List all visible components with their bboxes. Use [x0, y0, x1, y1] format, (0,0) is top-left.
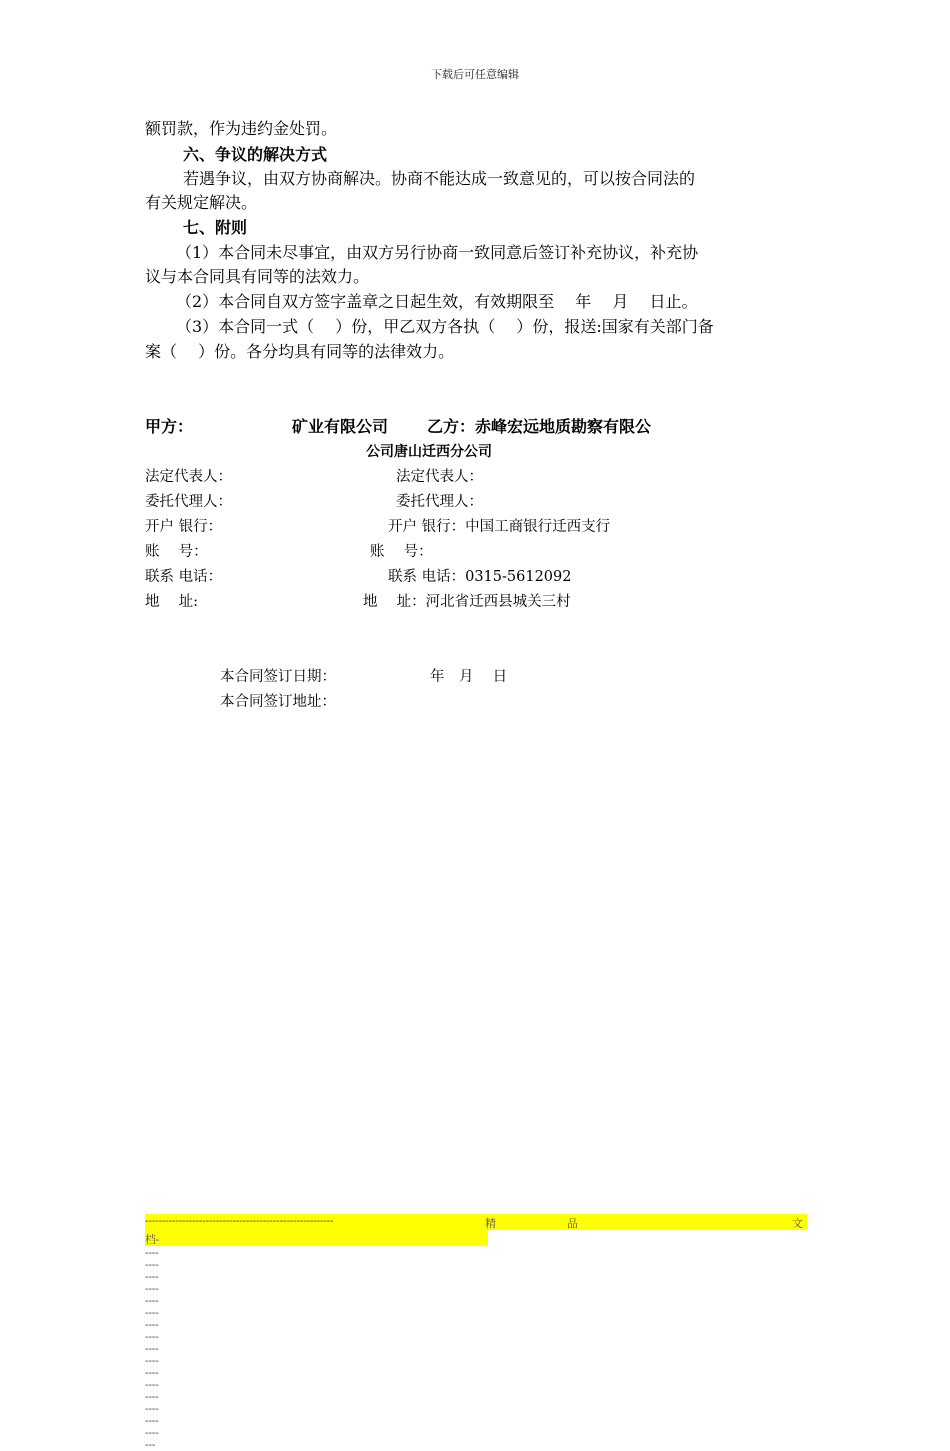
text-line: 案（ ）份。各分均具有同等的法律效力。	[145, 342, 455, 361]
party-a-name: 矿业有限公司	[292, 417, 389, 436]
agent-b: 委托代理人：	[396, 494, 483, 510]
section-7-title: 七、附则	[183, 218, 248, 237]
text-line: （1）本合同未尽事宜，由双方另行协商一致同意后签订补充协议，补充协	[176, 243, 699, 262]
bank-a: 开户 银行：	[145, 519, 223, 535]
legal-rep-a: 法定代表人：	[145, 469, 232, 485]
account-b: 账 号：	[370, 544, 433, 560]
signing-date-label: 本合同签订日期：	[220, 669, 336, 685]
phone-a: 联系 电话：	[145, 569, 223, 585]
phone-b: 联系 电话：0315-5612092	[388, 569, 572, 585]
account-a: 账 号：	[145, 544, 208, 560]
footer-char: 精	[485, 1218, 496, 1230]
page-header: 下载后可任意编辑	[431, 68, 519, 81]
party-a-label: 甲方：	[145, 417, 194, 436]
party-b-name-cont: 公司唐山迁西分公司	[366, 444, 492, 460]
address-a: 地 址:	[145, 594, 198, 610]
legal-rep-b: 法定代表人：	[396, 469, 483, 485]
footer-dashes: --------------------------------------------------------	[145, 1215, 334, 1227]
text-line: 议与本合同具有同等的法效力。	[145, 267, 370, 286]
signing-date-value: 年 月 日	[430, 669, 508, 685]
footer-line-1	[145, 1214, 807, 1230]
text-line: （2）本合同自双方签字盖章之日起生效，有效期限至 年 月 日止。	[176, 292, 698, 311]
footer-char: 文	[792, 1218, 803, 1230]
text-line: 若遇争议，由双方协商解决。协商不能达成一致意见的，可以按合同法的	[183, 169, 696, 188]
footer-dashes: 档--------------------------------------------------------------------	[145, 1234, 160, 1451]
party-b-label: 乙方：赤峰宏远地质勘察有限公	[427, 417, 652, 436]
signing-place-label: 本合同签订地址：	[220, 694, 336, 710]
agent-a: 委托代理人：	[145, 494, 232, 510]
text-line: （3）本合同一式（ ）份，甲乙双方各执（ ）份，报送:国家有关部门备	[176, 317, 714, 336]
text-line: 有关规定解决。	[145, 193, 258, 212]
footer-char: 品	[567, 1218, 578, 1230]
section-6-title: 六、争议的解决方式	[183, 145, 328, 164]
address-b: 地 址：河北省迁西县城关三村	[363, 594, 571, 610]
bank-b: 开户 银行：中国工商银行迁西支行	[388, 519, 611, 535]
text-line: 额罚款，作为违约金处罚。	[145, 119, 338, 138]
